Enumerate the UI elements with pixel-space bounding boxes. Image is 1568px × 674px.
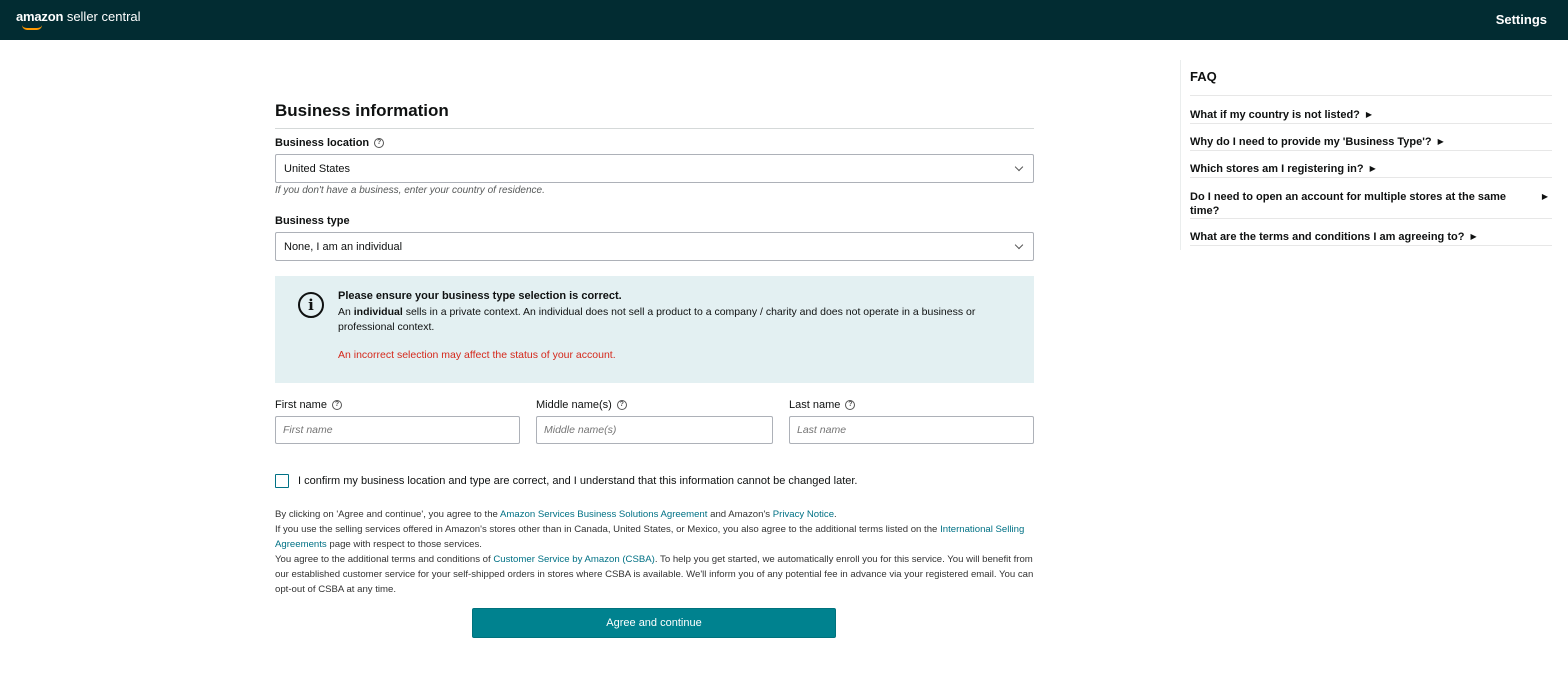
- faq-item-label: Which stores am I registering in?: [1190, 163, 1364, 175]
- question-circle-icon[interactable]: ?: [845, 400, 855, 410]
- first-name-label-text: First name: [275, 399, 327, 411]
- faq-title: FAQ: [1190, 69, 1217, 84]
- faq-divider: [1190, 95, 1552, 96]
- business-location-hint: If you don't have a business, enter your country of residence.: [275, 185, 545, 196]
- first-name-label: [275, 399, 342, 411]
- settings-link[interactable]: Settings: [1495, 12, 1547, 27]
- legal-terms: [275, 507, 1034, 597]
- chevron-down-icon: [1015, 241, 1023, 249]
- info-circle-icon: i: [298, 292, 324, 318]
- privacy-notice-link[interactable]: Privacy Notice: [772, 509, 835, 520]
- legal-text: You agree to the additional terms and conditions of: [275, 554, 494, 565]
- faq-item-stores[interactable]: [1190, 162, 1552, 178]
- alert-body: [338, 305, 1018, 335]
- alert-heading: Please ensure your business type selection is correct.: [338, 290, 622, 302]
- top-navigation-bar: [0, 0, 1568, 40]
- business-type-select[interactable]: [275, 232, 1034, 261]
- faq-item-label: What if my country is not listed?: [1190, 109, 1360, 121]
- legal-text: By clicking on 'Agree and continue', you agree to the: [275, 509, 500, 520]
- business-location-value: United States: [284, 162, 351, 175]
- confirm-row: [275, 474, 858, 488]
- last-name-label-text: Last name: [789, 399, 841, 411]
- business-type-info-alert: [275, 276, 1034, 383]
- question-circle-icon[interactable]: ?: [332, 400, 342, 410]
- caret-right-icon: ▶: [1470, 232, 1477, 241]
- faq-item-label: What are the terms and conditions I am agreeing to?: [1190, 231, 1465, 243]
- legal-text: . To help you get started, we automatically enroll you for this service. You will benefit from our established customer service for your self-shipped orders in stores where CSBA is available. We'll inform you of any potential fee in advance via your registered email. You can opt-out of CSBA at any time.: [275, 554, 1034, 595]
- page-title: Business information: [275, 101, 449, 120]
- first-name-field[interactable]: [275, 416, 520, 444]
- faq-item-label: Why do I need to provide my 'Business Type'?: [1190, 136, 1432, 148]
- legal-text: page with respect to those services.: [326, 539, 482, 550]
- legal-paragraph-1: [275, 507, 1034, 522]
- alert-body-prefix: An: [338, 306, 354, 318]
- faq-item-label: Do I need to open an account for multiple stores at the same time?: [1190, 191, 1506, 217]
- middle-name-label-text: Middle name(s): [536, 399, 612, 411]
- business-type-label: [275, 215, 350, 227]
- last-name-field[interactable]: [789, 416, 1034, 444]
- caret-right-icon: ▶: [1437, 137, 1444, 146]
- business-solutions-agreement-link[interactable]: Amazon Services Business Solutions Agreement: [500, 509, 708, 520]
- first-name-input[interactable]: [283, 424, 512, 436]
- legal-paragraph-3: [275, 552, 1034, 597]
- csba-link[interactable]: Customer Service by Amazon (CSBA): [493, 554, 655, 565]
- chevron-down-icon: [1015, 163, 1023, 171]
- logo-suffix: seller central: [63, 9, 141, 24]
- business-type-label-text: Business type: [275, 215, 350, 227]
- caret-right-icon: ▶: [1365, 110, 1373, 119]
- business-type-value: None, I am an individual: [284, 240, 403, 253]
- title-divider: [275, 128, 1034, 129]
- confirm-checkbox[interactable]: [275, 474, 289, 488]
- faq-item-multiple-stores[interactable]: [1190, 190, 1552, 219]
- middle-name-input[interactable]: [544, 424, 765, 436]
- alert-body-bold: individual: [353, 306, 403, 318]
- question-circle-icon[interactable]: ?: [374, 138, 384, 148]
- faq-item-country-not-listed[interactable]: [1190, 108, 1552, 124]
- business-location-label: [275, 137, 384, 149]
- last-name-input[interactable]: [797, 424, 1026, 436]
- middle-name-label: [536, 399, 627, 411]
- alert-body-rest: sells in a private context. An individual does not sell a product to a company / charity and does not operate in a business or professional context.: [338, 306, 976, 333]
- last-name-label: [789, 399, 855, 411]
- business-location-label-text: Business location: [275, 137, 370, 149]
- caret-right-icon: ▶: [1541, 192, 1548, 201]
- legal-text: and Amazon's: [707, 509, 773, 520]
- amazon-smile-icon: [22, 25, 42, 30]
- question-circle-icon[interactable]: ?: [617, 400, 627, 410]
- international-selling-agreements-link[interactable]: International Selling Agreements: [275, 524, 1025, 550]
- legal-paragraph-2: [275, 522, 1034, 552]
- legal-text: If you use the selling services offered in Amazon's stores other than in Canada, United States, or Mexico, you also agree to the additional terms listed on the: [275, 524, 941, 535]
- business-location-select[interactable]: [275, 154, 1034, 183]
- middle-name-field[interactable]: [536, 416, 773, 444]
- confirm-text: I confirm my business location and type are correct, and I understand that this information cannot be changed later.: [298, 475, 858, 487]
- legal-text: .: [834, 509, 837, 520]
- caret-right-icon: ▶: [1369, 164, 1376, 173]
- logo-brand: amazon: [16, 9, 64, 24]
- amazon-seller-central-logo[interactable]: [16, 9, 141, 25]
- alert-warning-text: An incorrect selection may affect the status of your account.: [338, 349, 616, 361]
- faq-item-terms[interactable]: [1190, 230, 1552, 246]
- faq-panel: [1180, 60, 1551, 250]
- agree-and-continue-button[interactable]: Agree and continue: [472, 608, 836, 638]
- faq-item-business-type[interactable]: [1190, 135, 1552, 151]
